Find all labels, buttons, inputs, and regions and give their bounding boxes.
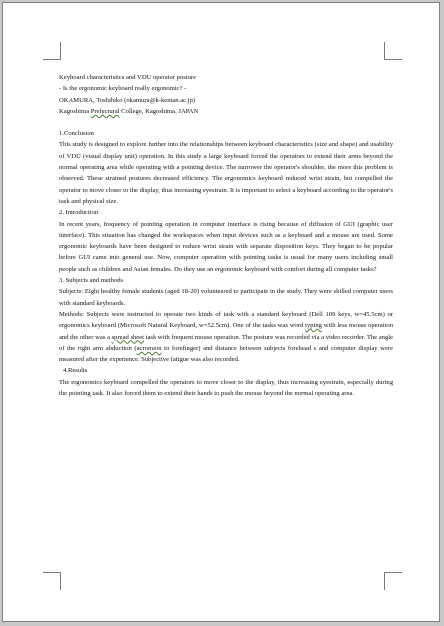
spellcheck-underline: acromion <box>136 344 162 352</box>
document-subtitle: - Is the ergonomic keyboard really ergonomic? - <box>59 85 187 93</box>
paragraph-introduction: In recent years, frequency of pointing operation in computer interface is rising because of diffusion of GUI (graphic user interface). This situation has changed the workspaces when input devices such as a keyboard and a mouse are used. Some ergonomic keyboards have been designed to reduce wrist strain with separate disposition keys. They began to be popular before GUI came into general use. Now, computer operation with pointing tasks is usual for many users including small people such as children and Asian females. Do they use an ergonomic keyboard with comfort during all computer tasks? <box>59 220 393 273</box>
paragraph-subjects: Subjects: Eight healthy female students (aged 18-20) volunteered to participate in the study. They were skilled computer users with standard keyboards. <box>59 288 393 307</box>
section-heading-results: 4.Results <box>63 367 88 375</box>
spellcheck-underline: spread sheet <box>111 333 144 341</box>
affiliation-line: Kagoshima Prefectural College, Kagoshima, JAPAN <box>59 107 199 115</box>
section-heading-methods: 3. Subjects and methods <box>59 277 124 285</box>
section-heading-conclusion: 1.Conclusion <box>59 130 94 138</box>
crop-mark-top-left <box>43 42 61 60</box>
spellcheck-underline: Prefectural <box>90 107 120 115</box>
paragraph-methods: Methods: Subjects were instructed to operate two kinds of task with a standard keyboard (Dell 109 keys, w=45.5cm) or ergonomics keyboard (Microsoft Natural Keyboard, w=52.5cm). One of the tasks was word typing with less mouse operation and the other was a spread sheet task with frequent mouse operation. The posture was recorded via a video recorder. The angle of the right arm abduction (acromion to forefinger) and distance between subjects forehead s and computer display were measured after the experience. Subjective fatigue was also recorded. <box>59 310 394 364</box>
spellcheck-underline: typing <box>305 322 322 330</box>
paragraph-results: The ergonomics keyboard compelled the operators to move closer to the display, thus increasing eyestrain, especially during the pointing task. It also forced them to extend their hands to push the mouse beyond the normal operating area. <box>59 378 393 398</box>
document-page <box>2 2 440 622</box>
document-content <box>59 72 393 399</box>
crop-mark-top-right <box>384 42 402 60</box>
document-title: Keyboard characteristics and VDU operator posture <box>59 74 197 81</box>
crop-mark-bottom-right <box>384 572 402 590</box>
section-heading-introduction: 2. Introduction <box>59 209 99 217</box>
paragraph-conclusion: This study is designed to explore further into the relationships between keyboard characteristics (size and shape) and usability of VDU (visual display unit) operation. In this study a large keyboard forced the operators to extend their arms beyond the normal operating area while operating with a pointing device. The narrower the operator's shoulder, the more this problem is observed. These strained postures decreased efficiency. The ergonomics keyboard reduced wrist strain, but compelled the operator to move closer to the display, thus increasing eyestrain. It is important to select a keyboard according to the operator's task and physical size. <box>59 141 394 205</box>
title-block <box>59 72 393 117</box>
crop-mark-bottom-left <box>43 572 61 590</box>
author-line: OKAMURA, Toshihiko (okamura@k-kentan.ac.jp) <box>59 96 196 104</box>
